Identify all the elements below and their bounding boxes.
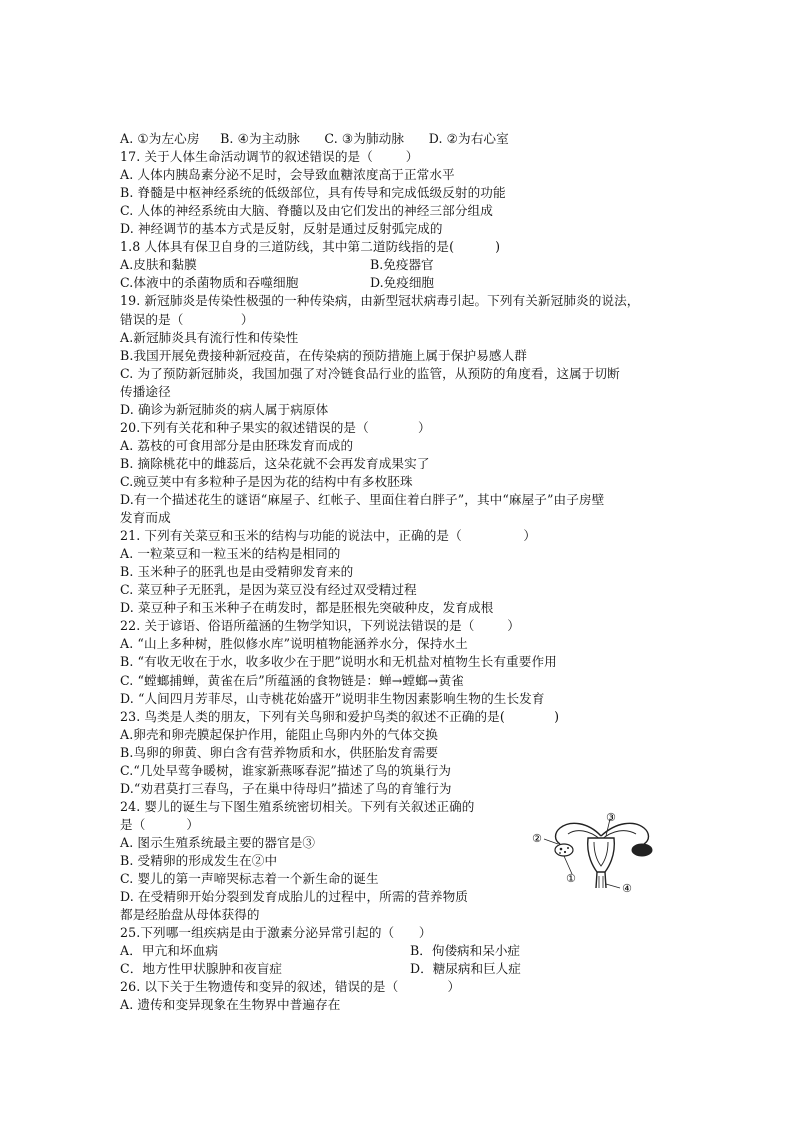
vagina [596, 872, 606, 888]
label-2: ② [532, 832, 542, 845]
text-line: C. 婴儿的第一声啼哭标志着一个新生命的诞生 [120, 871, 379, 887]
text-line: 错误的是（ ） [120, 311, 254, 327]
text-line: C. “螳螂捕蝉，黄雀在后”所蕴涵的食物链是：蝉→螳螂→黄雀 [120, 672, 464, 688]
text-line: A. 人体内胰岛素分泌不足时，会导致血糖浓度高于正常水平 [120, 167, 455, 183]
text-line: A.皮肤和黏膜 [120, 257, 197, 273]
text-line: B. 受精卵的形成发生在②中 [120, 853, 278, 868]
text-line: A. 图示生殖系统最主要的器官是③ [120, 834, 316, 850]
text-line: C. 为了预防新冠肺炎，我国加强了对冷链食品行业的监管，从预防的角度看，这属于切断 [120, 365, 620, 381]
text-line: C.“几处早莺争暖树，谁家新燕啄春泥”描述了鸟的筑巢行为 [120, 762, 452, 778]
label-1: ① [566, 872, 576, 885]
text-line: 是（ ） [120, 816, 200, 832]
text-line: D.有一个描述花生的谜语“麻屋子、红帐子、里面住着白胖子”，其中“麻屋子”由子房壁 [120, 492, 605, 507]
text-line: 1.8 人体具有保卫自身的三道防线，其中第二道防线指的是( ) [120, 239, 501, 255]
text-line: 25.下列哪一组疾病是由于激素分泌异常引起的（ ） [120, 925, 432, 941]
text-line: 22. 关于谚语、俗语所蕴涵的生物学知识，下列说法错误的是（ ） [120, 618, 520, 634]
text-line: A.卵壳和卵壳膜起保护作用，能阻止鸟卵内外的气体交换 [120, 726, 438, 742]
option-right-column: D.免疫细胞 [370, 275, 435, 291]
right-ovary [632, 844, 652, 856]
text-line: C.体液中的杀菌物质和吞噬细胞 [120, 275, 299, 291]
text-line: D. 确诊为新冠肺炎的病人属于病原体 [120, 401, 329, 417]
text-line: 24. 婴儿的诞生与下图生殖系统密切相关。下列有关叙述正确的 [120, 798, 475, 814]
label-4: ④ [622, 882, 632, 894]
text-line: D. 神经调节的基本方式是反射，反射是通过反射弧完成的 [120, 221, 443, 237]
text-line: C.豌豆荚中有多粒种子是因为花的结构中有多枚胚珠 [120, 473, 413, 489]
text-line: A．甲亢和坏血病 [120, 943, 219, 959]
female-reproductive-system-diagram [530, 812, 672, 894]
label-3: ③ [606, 812, 616, 824]
text-line: B. 摘除桃花中的雌蕊后，这朵花就不会再发育成果实了 [120, 455, 430, 471]
option-right-column: B．佝偻病和呆小症 [410, 943, 521, 959]
text-line: 19. 新冠肺炎是传染性极强的一种传染病，由新型冠状病毒引起。下列有关新冠肺炎的说法， [120, 293, 640, 309]
text-line: D. 菜豆种子和玉米种子在萌发时，都是胚根先突破种皮，发育成根 [120, 600, 494, 616]
text-line: B.鸟卵的卵黄、卵白含有营养物质和水，供胚胎发育需要 [120, 744, 439, 760]
text-line: A. ①为左心房 B. ④为主动脉 C. ③为肺动脉 D. ②为右心室 [120, 131, 509, 146]
text-line: C. 人体的神经系统由大脑、脊髓以及由它们发出的神经三部分组成 [120, 203, 493, 219]
text-line: 21. 下列有关菜豆和玉米的结构与功能的说法中，正确的是（ ） [120, 528, 537, 544]
text-line: 传播途径 [120, 383, 171, 399]
text-line: D.“劝君莫打三春鸟，子在巢中待母归”描述了鸟的育雏行为 [120, 780, 452, 796]
text-line: 17. 关于人体生命活动调节的叙述错误的是（ ） [120, 149, 419, 165]
text-line: B. “有收无收在于水，收多收少在于肥”说明水和无机盐对植物生长有重要作用 [120, 654, 557, 670]
text-line: A. 一粒菜豆和一粒玉米的结构是相同的 [120, 546, 341, 562]
text-line: A. 荔枝的可食用部分是由胚珠发育而成的 [120, 437, 354, 453]
text-line: 23. 鸟类是人类的朋友，下列有关鸟卵和爱护鸟类的叙述不正确的是( ) [120, 708, 560, 724]
text-line: C．地方性甲状腺肿和夜盲症 [120, 961, 283, 977]
left-ovary [555, 844, 573, 856]
text-line: D. 在受精卵开始分裂到发育成胎儿的过程中，所需的营养物质 [120, 889, 468, 905]
uterus [588, 838, 615, 872]
text-line: B.我国开展免费接种新冠疫苗，在传染病的预防措施上属于保护易感人群 [120, 347, 527, 363]
text-line: 26. 以下关于生物遗传和变异的叙述，错误的是（ ） [120, 979, 461, 995]
text-line: A. “山上多种树，胜似修水库”说明植物能涵养水分，保持水土 [120, 636, 468, 652]
text-line: D. “人间四月芳菲尽，山寺桃花始盛开”说明非生物因素影响生物的生长发育 [120, 690, 545, 706]
option-right-column: B.免疫器官 [370, 257, 434, 273]
option-right-column: D．糖尿病和巨人症 [410, 961, 521, 977]
text-line: C. 菜豆种子无胚乳，是因为菜豆没有经过双受精过程 [120, 582, 417, 598]
text-line: 20.下列有关花和种子果实的叙述错误的是（ ） [120, 419, 431, 435]
text-line: B. 脊髓是中枢神经系统的低级部位，具有传导和完成低级反射的功能 [120, 185, 506, 201]
text-line: A.新冠肺炎具有流行性和传染性 [120, 329, 299, 345]
text-line: 都是经胎盘从母体获得的 [120, 907, 260, 923]
text-line: A. 遗传和变异现象在生物界中普遍存在 [120, 997, 341, 1013]
text-line: B. 玉米种子的胚乳也是由受精卵发育来的 [120, 564, 354, 580]
text-line: 发育而成 [120, 510, 171, 526]
